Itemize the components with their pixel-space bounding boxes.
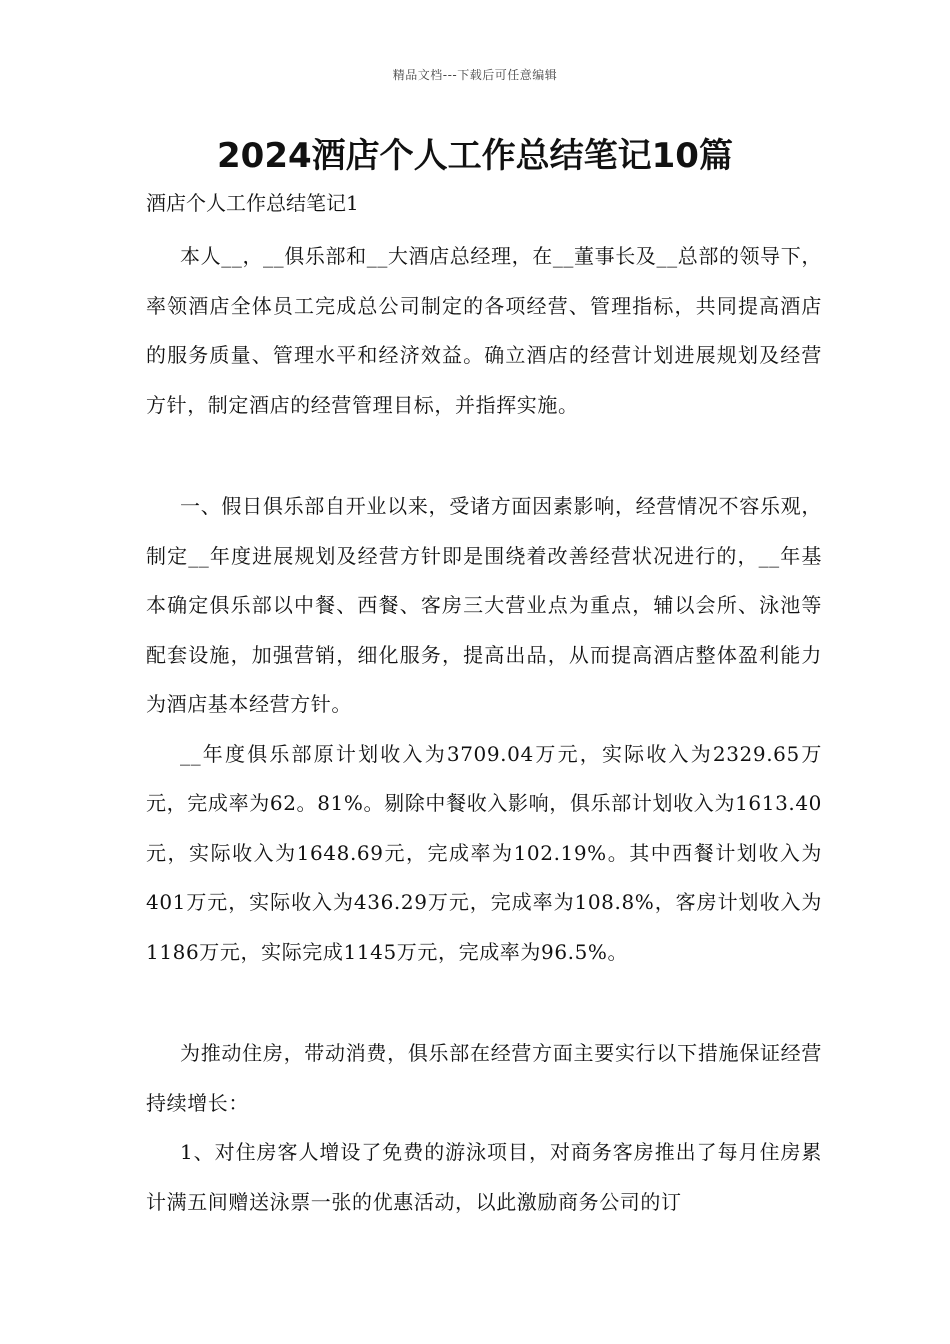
document-title: 2024酒店个人工作总结笔记10篇 (217, 136, 733, 176)
paragraph-gap (146, 977, 822, 1029)
paragraph-section-one: 一、假日俱乐部自开业以来，受诸方面因素影响，经营情况不容乐观，制定__年度进展规划及经营方针即是围绕着改善经营状况进行的，__年基本确定俱乐部以中餐、西餐、客房三大营业点为重点，辅以会所、泳池等配套设施，加强营销，细化服务，提高出品，从而提高酒店整体盈利能力为酒店基本经营方针。 (146, 494, 822, 716)
document-subtitle: 酒店个人工作总结笔记1 (146, 191, 359, 215)
paragraph-gap (146, 430, 822, 482)
page-header: 精品文档---下载后可任意编辑 (392, 68, 558, 82)
document-body (146, 232, 822, 1227)
paragraph-intro: 本人__，__俱乐部和__大酒店总经理，在__董事长及__总部的领导下，率领酒店全体员工完成总公司制定的各项经营、管理指标，共同提高酒店的服务质量、管理水平和经济效益。确立酒店的经营计划进展规划及经营方针，制定酒店的经营管理目标，并指挥实施。 (146, 244, 822, 417)
paragraph-measure-one: 1、对住房客人增设了免费的游泳项目，对商务客房推出了每月住房累计满五间赠送泳票一张的优惠活动，以此激励商务公司的订 (146, 1140, 822, 1214)
paragraph-measures: 为推动住房，带动消费，俱乐部在经营方面主要实行以下措施保证经营持续增长： (146, 1041, 822, 1115)
paragraph-revenue: __年度俱乐部原计划收入为3709.04万元，实际收入为2329.65万元，完成率为62。81%。剔除中餐收入影响，俱乐部计划收入为1613.40元，实际收入为1648.69元，完成率为102.19%。其中西餐计划收入为401万元，实际收入为436.29万元，完成率为108.8%，客房计划收入为1186万元，实际完成1145万元，完成率为96.5%。 (146, 741, 822, 964)
